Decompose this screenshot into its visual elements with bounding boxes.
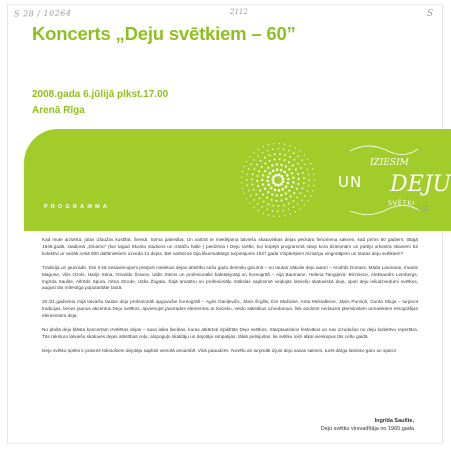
logo-dot (266, 197, 268, 199)
logo-dot (278, 173, 281, 176)
logo-dot (253, 152, 254, 153)
program-body-text (42, 237, 418, 362)
logo-dot (283, 171, 286, 174)
logo-dot (304, 205, 305, 206)
logo-dot (252, 173, 254, 175)
logo-dot (288, 209, 290, 211)
logo-dot (274, 183, 277, 186)
logo-dot (295, 147, 296, 148)
logo-dot (297, 203, 299, 205)
logo-dot (292, 177, 294, 179)
logo-dot (294, 159, 296, 161)
logo-dot (253, 168, 255, 170)
logo-dot (242, 171, 243, 172)
logo-dot (308, 185, 310, 187)
logo-dot (267, 176, 270, 179)
logo-dot (292, 181, 294, 183)
logo-dot (258, 149, 259, 150)
event-date-time: 2008.gada 6.jūlijā plkst.17.00 (32, 89, 169, 100)
logo-dot (295, 168, 297, 170)
logo-dot (242, 188, 243, 189)
logo-dot (263, 201, 265, 203)
logo-dot (253, 189, 255, 191)
logo-dot (313, 174, 314, 175)
logo-dot (250, 163, 252, 165)
logo-dot (297, 155, 299, 157)
logo-dot (303, 177, 305, 179)
logo-dot (292, 164, 294, 166)
logo-dot (273, 158, 275, 160)
logo-dot (279, 143, 280, 144)
logo-line-2: UN (338, 173, 363, 191)
logo-dot (257, 175, 259, 177)
logo-dot (259, 197, 261, 199)
logo-dot (263, 213, 264, 214)
logo-dot (275, 174, 278, 177)
logo-dot (262, 194, 264, 196)
logo-dot (264, 188, 266, 190)
logo-dot (272, 148, 274, 150)
logo-dot (257, 185, 259, 187)
document-sheet (7, 4, 451, 444)
logo-dot (302, 188, 304, 190)
logo-dot (298, 178, 300, 180)
logo-dot (253, 207, 254, 208)
logo-dot (269, 172, 272, 175)
logo-dot (290, 214, 291, 215)
logo-dot (276, 194, 278, 196)
paragraph: 20./21.gadsimtu mijā latviešu tautas deju profesionāli apguvušie horeogrāfi – Agris Daniļevičs, Jānis Ērgllis, Ilze Mažaine, Anta Melnalksne, Jānis Purviņš, Gunta Skuja – turpinot tradicijas, lienes jaunus akcentus Deju svētkos, apvienojot jaunrades elementus ar teicisku, veido sātistikus uzvedumus, liek aizdomt nedauzet plemiinstem armaiskiem etnogrāfijas elementiem deja. (42, 299, 418, 319)
logo-dot (287, 182, 290, 185)
logo-dot (261, 166, 263, 168)
logo-dot (313, 185, 314, 186)
logo-dot (293, 192, 295, 194)
logo-dot (297, 173, 299, 175)
logo-dot (246, 198, 247, 199)
logo-dot (285, 192, 287, 194)
logo-dot (261, 206, 263, 208)
logo-dot (248, 168, 250, 170)
logo-dot (304, 164, 306, 166)
logo-dot (262, 146, 263, 147)
logo-dot (312, 190, 313, 191)
logo-dot (271, 193, 273, 195)
logo-dot (277, 184, 280, 187)
logo-dot (288, 203, 290, 205)
logo-dot (291, 172, 293, 174)
paragraph: No plašā deju klāsta koncertam izvēlētas dejas – sava laika liecibas, kuras atkārtoti izpildītās Deju svētkos, Starptautiskos festivālos un nav izzudušas no deju kolektīvu repertāra. Tās raksturo latviešu skatuves dejas attistības ceļu, atspoguļo skatitāju un dejotāju simpatijas, tālab pelnijušas, lai svētku reizi atkal vienkopus tās celtu gaidā. (42, 327, 418, 339)
logo-dot (293, 206, 295, 208)
logo-dot (300, 167, 302, 169)
logo-dot (301, 199, 303, 201)
logo-dot (303, 182, 305, 184)
logo-dot (253, 159, 255, 161)
logo-dot (290, 195, 292, 197)
logo-line-3: DEJU (390, 172, 451, 197)
signature-name: Ingrīda Saulīte, (374, 418, 414, 424)
logo-dot (293, 152, 295, 154)
logo-dot (249, 203, 250, 204)
logo-dot (280, 164, 282, 166)
logo-dot (268, 144, 269, 145)
logo-dot (264, 157, 266, 159)
logo-dot (304, 195, 306, 197)
logo-dot (267, 191, 269, 193)
logo-dot (288, 161, 290, 163)
logo-dot (299, 150, 300, 151)
logo-dot (264, 162, 266, 164)
logo-dot (272, 210, 274, 212)
logo-dot (301, 159, 303, 161)
logo-dot (262, 174, 264, 176)
logo-dot (248, 190, 250, 192)
logo-dot (267, 167, 269, 169)
logo-dot (268, 214, 269, 215)
logo-line-4: SVĒTKI (388, 200, 416, 207)
paragraph: Kad mute aizsērta, jūtas izlaužas kustībā. Šeesā. Sirma patiesiba. Un varbūt te meklējama latviešu skatuviskas dejas pēckara fenomena saknes, kad pirms 60 gadiem, tātajā 1948.gadā, stadionā „Dinamo” (kur tagad Skonto stadions un izstāžu halle ) piedzīma I Deju svētki, kur kopējā programmā starp kora dziesmām un pūtēju orkestra skaniem 52 kolektīvi ar vairāk nekā 900 dalībniekiem uzveda 12 dejas. Bet varbūt tie bija likumsakārgs turpinājums 1937.gada Vispārējiem Aizsargu vingrotājiem un tautas deju svētkiem? (42, 237, 418, 256)
logo-dot (256, 180, 258, 182)
logo-dot (285, 198, 287, 200)
logo-dot (246, 179, 248, 181)
logo-dot (288, 189, 290, 191)
logo-dot (246, 161, 247, 162)
logo-dot (241, 177, 242, 178)
logo-dot (307, 158, 308, 159)
logo-dot (260, 160, 262, 162)
event-venue: Arenā Rīga (32, 105, 85, 116)
logo-dot (251, 178, 253, 180)
signature-role: Deju svētku virsvadītāja no 1965.gada (320, 426, 414, 432)
logo-dot (285, 165, 287, 167)
logo-dot (278, 189, 281, 192)
logo-dot (272, 205, 274, 207)
logo-dot (277, 210, 279, 212)
logo-dot (295, 211, 296, 212)
logo-dot (279, 153, 281, 155)
logo-dot (278, 205, 280, 207)
logo-dot (282, 210, 284, 212)
logo-dot (244, 166, 245, 167)
logo-dot (271, 178, 274, 181)
logo-dot (258, 210, 259, 211)
logo-dot (299, 192, 301, 194)
logo-dot (297, 163, 299, 165)
logo-dot (262, 152, 264, 154)
logo-dot (282, 177, 285, 180)
paragraph: Tradicija un jaunrade. Divi it kā nesavienojami pretpoli noteikusi dejas attistību sešu gadu desmitu garumā – no tautas nākulie deju autori – Anolīds Donass, Māda Laumane, Imants Magone, Viiis Ozols, Harijs Sūna, Osvalds Šrauss, Uldis Steins un profesionālie baletdejotāji un horeogrāfi – Aija Baumane, Helena Tangijeva- Birzniece, Aleksandrs Lembergs, Ingrīda Saulite, Alfrēds Spura, Irēna Strode, Uldis Žagata. Šajā amatēru un profesionāļu mākslas saplūsmē veidojās latviešu skatuviskā deja, spoti deju ieliudzvedumi svētkos, augusi tās mīlestīga popularitāte tautā. (42, 264, 418, 291)
logo-dot (279, 216, 280, 217)
logo-dot (278, 158, 280, 160)
logo-dot (255, 193, 257, 195)
logo-dot (274, 153, 276, 155)
logo-dot (290, 145, 291, 146)
logo-dot (261, 179, 263, 181)
logo-dot (283, 159, 285, 161)
logo-dot (273, 143, 274, 144)
logo-dot (284, 154, 286, 156)
logo-dot (297, 183, 299, 185)
festival-logo (238, 135, 451, 223)
logo-dot (281, 180, 284, 183)
logo-dot (274, 189, 277, 192)
handwritten-side-note: 1/2 (417, 205, 429, 213)
logo-dot (264, 170, 266, 172)
logo-dot (272, 181, 275, 184)
logo-dot (288, 168, 290, 170)
logo-dot (241, 182, 242, 183)
logo-dot (277, 148, 279, 150)
handwritten-note-top: 2112 (230, 8, 248, 16)
sun-dots-icon (241, 143, 315, 217)
logo-dot (270, 187, 273, 190)
logo-dot (267, 183, 270, 186)
logo-dot (281, 199, 283, 201)
logo-dot (272, 175, 275, 178)
logo-dot (308, 179, 310, 181)
logo-dot (281, 188, 284, 191)
logo-dot (280, 194, 282, 196)
concert-title: Koncerts „Deju svētkiem – 60” (32, 23, 296, 44)
logo-dot (289, 156, 291, 158)
logo-dot (285, 185, 288, 188)
logo-dot (302, 172, 304, 174)
logo-dot (269, 160, 271, 162)
logo-dot (247, 174, 249, 176)
logo-dot (280, 175, 283, 178)
logo-dot (284, 144, 285, 145)
logo-dot (246, 184, 248, 186)
logo-dot (314, 179, 315, 180)
logo-dot (269, 154, 271, 156)
logo-dot (253, 199, 255, 201)
logo-dot (271, 164, 273, 166)
logo-dot (310, 195, 311, 196)
logo-dot (307, 200, 308, 201)
logo-dot (266, 208, 268, 210)
logo-dot (283, 204, 285, 206)
logo-dot (262, 183, 264, 185)
logo-dot (308, 174, 310, 176)
logo-dot (252, 184, 254, 186)
logo-line-1: IZIESIM (370, 158, 409, 168)
logo-dot (271, 199, 273, 201)
logo-dot (266, 180, 269, 183)
logo-dot (272, 169, 275, 172)
logo-dot (249, 156, 250, 157)
program-label: PROGRAMMA (44, 204, 111, 210)
logo-dot (280, 183, 283, 186)
logo-dot (258, 170, 260, 172)
logo-dot (312, 168, 313, 169)
logo-dot (273, 216, 274, 217)
logo-dot (276, 168, 279, 171)
logo-dot (267, 203, 269, 205)
logo-dot (286, 174, 289, 177)
logo-dot (296, 188, 298, 190)
logo-dot (280, 169, 283, 172)
logo-dot (267, 150, 269, 152)
handwritten-archive-number: S 28 / 10264 (13, 8, 72, 19)
logo-dot (283, 149, 285, 151)
logo-dot (291, 186, 293, 188)
logo-dot (288, 150, 290, 152)
logo-dot (257, 203, 259, 205)
logo-dot (296, 197, 298, 199)
green-header-band (24, 129, 451, 231)
logo-dot (299, 208, 300, 209)
logo-dot (304, 154, 305, 155)
logo-dot (250, 195, 252, 197)
logo-dot (292, 200, 294, 202)
logo-dot (284, 215, 285, 216)
logo-dot (310, 163, 311, 164)
logo-dot (256, 164, 258, 166)
signature-block (321, 417, 414, 433)
handwritten-mark-corner: S (427, 9, 434, 19)
logo-dot (244, 193, 245, 194)
logo-dot (259, 190, 261, 192)
logo-dot (307, 169, 309, 171)
paragraph: Deju svētku spēks ir prasmē tūkstošiem dejotāju saplūst vienotā ansamblī. Visā paaudzēs. Novēlu ari turpmāk izjust deju savas saknes, turēt dārgu latvisko garu un sparu! (42, 347, 396, 353)
logo-dot (276, 200, 278, 202)
logo-dot (306, 190, 308, 192)
logo-dot (257, 155, 259, 157)
logo-dot (287, 178, 290, 181)
logo-dot (276, 163, 278, 165)
